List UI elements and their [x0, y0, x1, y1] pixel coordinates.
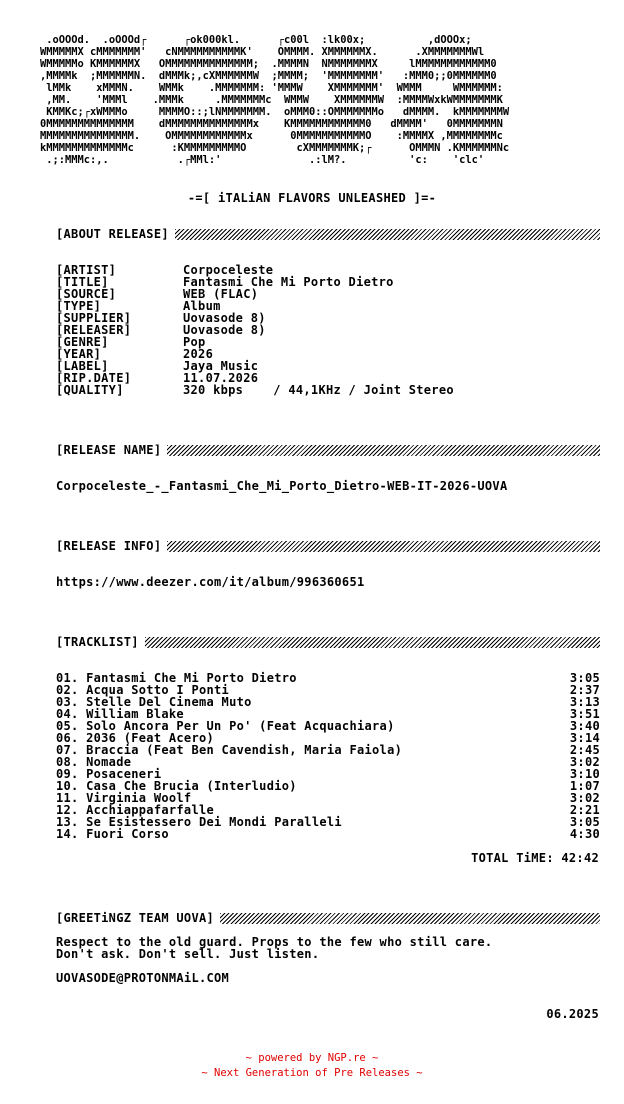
- info-value: 11.07.2026: [183, 371, 259, 385]
- info-value: Corpoceleste: [183, 263, 274, 277]
- section-divider-hatch: [175, 229, 600, 240]
- track-duration: 3:02: [569, 791, 600, 805]
- info-key: [RELEASER]: [56, 323, 132, 337]
- greetings-line-2: Don't ask. Don't sell. Just listen.: [56, 947, 320, 961]
- info-key: [TYPE]: [56, 299, 102, 313]
- info-row: [56, 288, 454, 300]
- track-list: [56, 672, 600, 840]
- info-value: Fantasmi Che Mi Porto Dietro: [183, 275, 394, 289]
- track-title: 04. William Blake: [56, 707, 184, 721]
- track-duration: 4:30: [569, 827, 600, 841]
- info-key: [QUALITY]: [56, 383, 124, 397]
- info-value: Pop: [183, 335, 206, 349]
- track-duration: 3:14: [569, 731, 600, 745]
- section-title-greetings: [GREETiNGZ TEAM UOVA]: [56, 911, 215, 925]
- track-row: [56, 744, 600, 756]
- track-duration: 3:02: [569, 755, 600, 769]
- section-divider-hatch: [220, 913, 600, 924]
- section-divider-hatch: [145, 637, 600, 648]
- track-duration: 3:51: [569, 707, 600, 721]
- section-header-about-release: [56, 227, 600, 241]
- section-header-tracklist: [56, 635, 600, 649]
- track-title: 09. Posaceneri: [56, 767, 162, 781]
- track-title: 12. Acchiappafarfalle: [56, 803, 215, 817]
- info-key: [SOURCE]: [56, 287, 117, 301]
- track-title: 01. Fantasmi Che Mi Porto Dietro: [56, 671, 297, 685]
- track-duration: 3:40: [569, 719, 600, 733]
- info-key: [YEAR]: [56, 347, 102, 361]
- footer-tagline: ~ Next Generation of Pre Releases ~: [201, 1067, 423, 1079]
- track-duration: 3:10: [569, 767, 600, 781]
- info-value: Album: [183, 299, 221, 313]
- info-value: Uovasode 8): [183, 323, 266, 337]
- release-info-url: https://www.deezer.com/it/album/996360651: [56, 575, 365, 589]
- track-title: 08. Nomade: [56, 755, 132, 769]
- track-duration: 2:37: [569, 683, 600, 697]
- section-title-tracklist: [TRACKLIST]: [56, 635, 139, 649]
- info-key: [ARTIST]: [56, 263, 117, 277]
- track-duration: 3:05: [569, 671, 600, 685]
- release-name-value: Corpoceleste_-_Fantasmi_Che_Mi_Porto_Dietro-WEB-IT-2026-UOVA: [56, 479, 508, 493]
- track-title: 10. Casa Che Brucia (Interludio): [56, 779, 297, 793]
- info-value: 320 kbps / 44,1KHz / Joint Stereo: [183, 383, 454, 397]
- release-info-table: [56, 264, 454, 396]
- release-date-footer: 06.2025: [546, 1007, 599, 1021]
- info-row: [56, 384, 454, 396]
- section-title-release-info: [RELEASE INFO]: [56, 539, 162, 553]
- track-title: 03. Stelle Del Cinema Muto: [56, 695, 252, 709]
- track-row: [56, 828, 600, 840]
- track-duration: 2:21: [569, 803, 600, 817]
- tagline: -=[ iTALiAN FLAVORS UNLEASHED ]=-: [187, 191, 437, 205]
- info-key: [RIP.DATE]: [56, 371, 132, 385]
- contact-email: UOVASODE@PROTONMAiL.COM: [56, 971, 230, 985]
- footer-powered-by: ~ powered by NGP.re ~: [245, 1052, 379, 1064]
- track-duration: 1:07: [569, 779, 600, 793]
- info-key: [GENRE]: [56, 335, 109, 349]
- track-title: 13. Se Esistessero Dei Mondi Paralleli: [56, 815, 342, 829]
- info-value: Uovasode 8): [183, 311, 266, 325]
- info-row: [56, 336, 454, 348]
- info-value: Jaya Music: [183, 359, 259, 373]
- track-title: 05. Solo Ancora Per Un Po' (Feat Acquachiara): [56, 719, 395, 733]
- section-title-about-release: [ABOUT RELEASE]: [56, 227, 169, 241]
- info-key: [SUPPLIER]: [56, 311, 132, 325]
- section-divider-hatch: [167, 541, 600, 552]
- ascii-logo-banner: .oOOOd. .oOOOd┌ ┌ok000kl. ┌c00l :lk00x; ,dOOOx; WMMMMMX cMMMMMMM' cNMMMMMMMMMMK' OMMMM. XMMMMMMX. .XMMMMMMMWl WMMMMMo KMMMMMMX OMMMMMMMMMMMMMM; .MMMMN NMMMMMMMX lMMMMMMMMMMMM0 ,MMMMk ;MMMMMMN. dMMMk;,cXMMMMMMW ;MMMM; 'MMMMMMMM' :MMM0;;0MMMMMM0 lMMk xMMMN. WMMk .MMMMMMM: 'MMMW XMMMMMMM' WMMM WMMMMMM: ,MM. 'MMMl .MMMk .MMMMMMMc WMMW XMMMMMMW :MMMMWxkWMMMMMMMK KMMKc;┌xWMMMo MMMMO::;lNMMMMMMM. oMMM0::OMMMMMMMo dMMMM. kMMMMMMMW 0MMMMMMMMMMMMMM dMMMMMMMMMMMMMMx KMMMMMMMMMMMM0 dMMMM' 0MMMMMMMN MMMMMMMMMMMMMMM. OMMMMMMMMMMMMx 0MMMMMMMMMMMO :MMMMX ,MMMMMMMMc kMMMMMMMMMMMMMc :KMMMMMMMMMO cXMMMMMMMK;┌ OMMMN .KMMMMMMNc .;:MMMc:,. .┌MMl:' .:lM?. 'c: 'clc': [40, 34, 510, 166]
- track-title: 14. Fuori Corso: [56, 827, 169, 841]
- section-header-greetings: [56, 911, 600, 925]
- info-row: [56, 324, 454, 336]
- info-value: WEB (FLAC): [183, 287, 259, 301]
- info-key: [TITLE]: [56, 275, 109, 289]
- section-divider-hatch: [167, 445, 600, 456]
- info-key: [LABEL]: [56, 359, 109, 373]
- section-header-release-name: [56, 443, 600, 457]
- section-title-release-name: [RELEASE NAME]: [56, 443, 162, 457]
- info-value: 2026: [183, 347, 214, 361]
- track-title: 07. Braccia (Feat Ben Cavendish, Maria Faiola): [56, 743, 403, 757]
- track-title: 06. 2036 (Feat Acero): [56, 731, 215, 745]
- track-title: 02. Acqua Sotto I Ponti: [56, 683, 230, 697]
- greetings-line-1: Respect to the old guard. Props to the few who still care.: [56, 935, 493, 949]
- section-header-release-info: [56, 539, 600, 553]
- track-title: 11. Virginia Woolf: [56, 791, 192, 805]
- track-duration: 2:45: [569, 743, 600, 757]
- total-time: TOTAL TiME: 42:42: [471, 851, 599, 865]
- track-duration: 3:05: [569, 815, 600, 829]
- track-duration: 3:13: [569, 695, 600, 709]
